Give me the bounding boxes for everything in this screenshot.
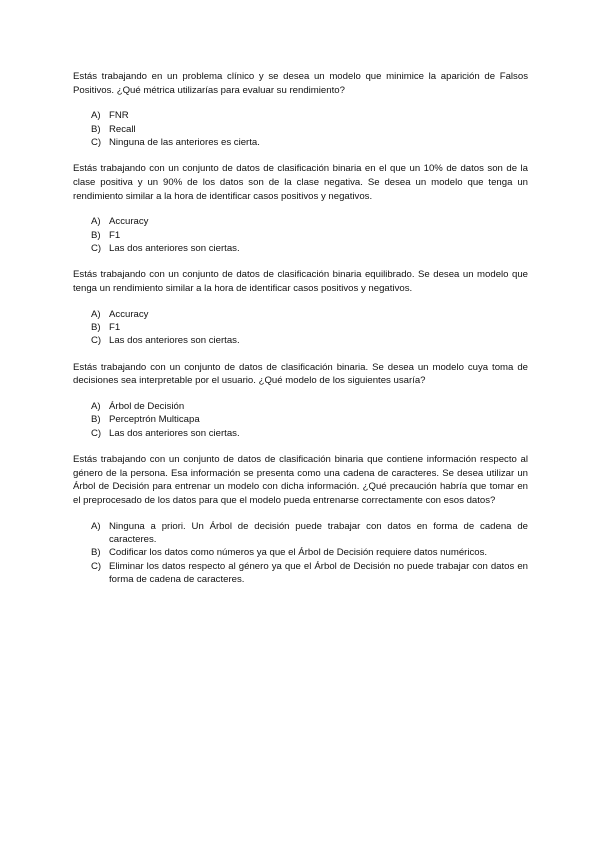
option-text: Eliminar los datos respecto al género ya que el Árbol de Decisión no puede trabajar con datos en forma de cadena de caracteres.: [109, 560, 528, 585]
option-item: [91, 123, 528, 136]
option-item: [91, 109, 528, 122]
option-letter: A): [91, 401, 101, 412]
option-letter: A): [91, 520, 101, 532]
question-1: [73, 70, 528, 149]
option-list: [73, 308, 528, 348]
option-letter: B): [91, 123, 101, 135]
question-4: [73, 361, 528, 440]
option-letter: C): [91, 335, 102, 347]
option-letter: A): [91, 216, 101, 228]
option-letter: B): [91, 547, 101, 559]
option-letter: A): [91, 308, 101, 320]
option-list: [73, 520, 528, 586]
question-text: Estás trabajando con un conjunto de datos de clasificación binaria equilibrado. Se desea un modelo que tenga un rendimiento similar a la hora de identificar casos positivos y negativos.: [73, 269, 528, 294]
option-list: [73, 400, 528, 440]
option-item: [91, 229, 528, 242]
option-item: [91, 400, 528, 413]
option-letter: C): [91, 137, 102, 148]
option-item: [91, 560, 528, 587]
option-list: [73, 215, 528, 255]
option-list: [73, 109, 528, 149]
option-text: Accuracy: [109, 308, 149, 320]
option-item: [91, 520, 528, 547]
question-text: Estás trabajando con un conjunto de datos de clasificación binaria que contiene información respecto al género de la persona. Esa información se presenta como una cadena de caracteres. Se desea utilizar un Árbol de Decisión para entrenar un modelo con dicha información. ¿Qué precaución habría que tomar en el preprocesado de los datos para que el modelo pueda entrenarse correctamente con esos datos?: [73, 453, 528, 506]
option-letter: B): [91, 229, 101, 241]
question-3: [73, 268, 528, 347]
option-letter: C): [91, 427, 102, 439]
option-letter: B): [91, 322, 101, 333]
option-item: [91, 546, 528, 559]
option-item: [91, 308, 528, 321]
option-text: Árbol de Decisión: [109, 401, 185, 412]
question-text: Estás trabajando en un problema clínico y se desea un modelo que minimice la aparición de Falsos Positivos. ¿Qué métrica utilizarías para evaluar su rendimiento?: [73, 71, 528, 96]
option-item: [91, 427, 528, 440]
option-letter: C): [91, 560, 102, 572]
option-item: [91, 242, 528, 255]
option-letter: C): [91, 243, 102, 254]
question-list: [73, 70, 528, 599]
option-text: FNR: [109, 110, 129, 122]
option-text: Accuracy: [109, 216, 149, 228]
option-text: Codificar los datos como números ya que el Árbol de Decisión requiere datos numéricos.: [109, 547, 488, 559]
option-item: [91, 334, 528, 347]
question-text: Estás trabajando con un conjunto de datos de clasificación binaria. Se desea un modelo cuya toma de decisiones sea interpretable por el usuario. ¿Qué modelo de los siguientes usaría?: [73, 361, 528, 387]
question-2: [73, 162, 528, 255]
option-text: Las dos anteriores son ciertas.: [109, 335, 240, 347]
option-text: F1: [109, 322, 121, 333]
option-item: [91, 321, 528, 334]
option-text: Ninguna a priori. Un Árbol de decisión puede trabajar con datos en forma de cadena de caracteres.: [109, 520, 528, 545]
option-letter: B): [91, 414, 101, 426]
option-item: [91, 215, 528, 228]
question-text: Estás trabajando con un conjunto de datos de clasificación binaria en el que un 10% de datos son de la clase positiva y un 90% de los datos son de la clase negativa. Se desea un modelo que tenga un rendimiento similar a la hora de identificar casos positivos y negativos.: [73, 163, 528, 202]
option-text: Recall: [109, 123, 136, 135]
option-text: Las dos anteriores son ciertas.: [109, 427, 240, 439]
option-text: Las dos anteriores son ciertas.: [109, 243, 240, 254]
option-letter: A): [91, 110, 101, 122]
question-5: [73, 453, 528, 586]
option-text: Perceptrón Multicapa: [109, 414, 200, 426]
option-item: [91, 136, 528, 149]
option-text: Ninguna de las anteriores es cierta.: [109, 137, 260, 148]
option-item: [91, 413, 528, 426]
option-text: F1: [109, 229, 121, 241]
